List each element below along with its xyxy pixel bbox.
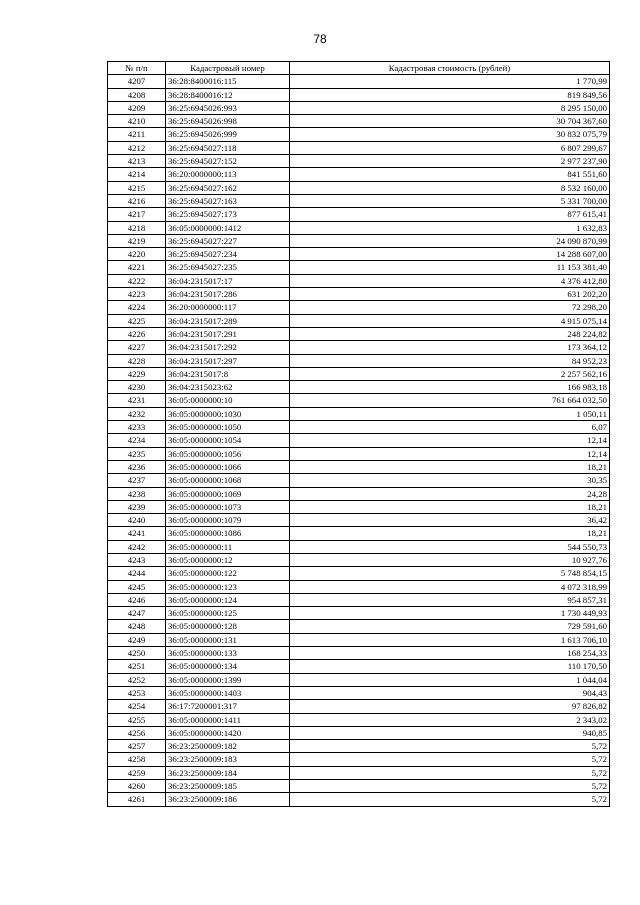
cadastral-number-cell: 36:05:0000000:123 (166, 580, 290, 593)
row-number-cell: 4229 (108, 367, 166, 380)
table-row (108, 367, 610, 380)
table-row (108, 314, 610, 327)
cadastral-number-cell: 36:25:6945027:227 (166, 234, 290, 247)
cadastral-value-cell: 1 050,11 (290, 407, 610, 420)
cadastral-number-cell: 36:05:0000000:1079 (166, 514, 290, 527)
row-number-cell: 4213 (108, 155, 166, 168)
table-row (108, 607, 610, 620)
table-row (108, 434, 610, 447)
row-number-cell: 4256 (108, 726, 166, 739)
cadastral-number-cell: 36:25:6945027:162 (166, 181, 290, 194)
cadastral-value-cell: 6 807 299,67 (290, 141, 610, 154)
cadastral-number-cell: 36:05:0000000:124 (166, 593, 290, 606)
table-row (108, 101, 610, 114)
row-number-cell: 4245 (108, 580, 166, 593)
cadastral-value-cell: 819 849,56 (290, 88, 610, 101)
row-number-cell: 4219 (108, 234, 166, 247)
row-number-cell: 4257 (108, 740, 166, 753)
row-number-cell: 4237 (108, 474, 166, 487)
table-row (108, 567, 610, 580)
cadastral-value-cell: 11 153 381,40 (290, 261, 610, 274)
row-number-cell: 4233 (108, 421, 166, 434)
cadastral-number-cell: 36:05:0000000:1030 (166, 407, 290, 420)
cadastral-value-cell: 631 202,20 (290, 288, 610, 301)
cadastral-value-cell: 30 832 075,79 (290, 128, 610, 141)
table-row (108, 181, 610, 194)
table-row (108, 487, 610, 500)
table-row (108, 221, 610, 234)
cadastral-number-cell: 36:23:2500009:186 (166, 793, 290, 806)
cadastral-number-cell: 36:05:0000000:1420 (166, 726, 290, 739)
table-row (108, 660, 610, 673)
cadastral-value-cell: 2 343,02 (290, 713, 610, 726)
cadastral-number-cell: 36:05:0000000:131 (166, 633, 290, 646)
table-row (108, 713, 610, 726)
cadastral-value-cell: 72 298,20 (290, 301, 610, 314)
row-number-cell: 4244 (108, 567, 166, 580)
cadastral-value-cell: 544 550,73 (290, 540, 610, 553)
cadastral-number-cell: 36:25:6945026:999 (166, 128, 290, 141)
cadastral-value-cell: 877 615,41 (290, 208, 610, 221)
cadastral-value-cell: 841 551,60 (290, 168, 610, 181)
row-number-cell: 4221 (108, 261, 166, 274)
cadastral-value-cell: 12,14 (290, 434, 610, 447)
cadastral-number-cell: 36:05:0000000:1411 (166, 713, 290, 726)
table-row (108, 301, 610, 314)
row-number-cell: 4253 (108, 686, 166, 699)
cadastral-number-cell: 36:05:0000000:11 (166, 540, 290, 553)
table-row (108, 460, 610, 473)
cadastral-number-cell: 36:05:0000000:1066 (166, 460, 290, 473)
cadastral-value-cell: 248 224,82 (290, 327, 610, 340)
table-row (108, 341, 610, 354)
cadastral-number-cell: 36:05:0000000:1069 (166, 487, 290, 500)
table-header (108, 62, 610, 75)
table-row (108, 780, 610, 793)
cadastral-number-cell: 36:25:6945027:235 (166, 261, 290, 274)
table-row (108, 766, 610, 779)
row-number-cell: 4251 (108, 660, 166, 673)
cadastral-value-cell: 2 257 562,16 (290, 367, 610, 380)
row-number-cell: 4248 (108, 620, 166, 633)
table-row (108, 633, 610, 646)
row-number-cell: 4239 (108, 500, 166, 513)
row-number-cell: 4215 (108, 181, 166, 194)
cadastral-value-cell: 729 591,60 (290, 620, 610, 633)
cadastral-number-cell: 36:05:0000000:10 (166, 394, 290, 407)
cadastral-number-cell: 36:05:0000000:1086 (166, 527, 290, 540)
cadastral-value-cell: 173 364,12 (290, 341, 610, 354)
row-number-cell: 4212 (108, 141, 166, 154)
cadastral-value-cell: 5,72 (290, 766, 610, 779)
cadastral-number-cell: 36:05:0000000:125 (166, 607, 290, 620)
cadastral-number-cell: 36:04:2315017:286 (166, 288, 290, 301)
cadastral-number-cell: 36:17:7200001:317 (166, 700, 290, 713)
cadastral-value-cell: 18,21 (290, 527, 610, 540)
cadastral-number-cell: 36:28:8400016:12 (166, 88, 290, 101)
cadastral-number-cell: 36:23:2500009:184 (166, 766, 290, 779)
cadastral-value-cell: 1 730 449,93 (290, 607, 610, 620)
cadastral-number-cell: 36:25:6945027:152 (166, 155, 290, 168)
cadastral-number-cell: 36:04:2315017:289 (166, 314, 290, 327)
row-number-cell: 4216 (108, 194, 166, 207)
cadastral-value-cell: 8 295 150,00 (290, 101, 610, 114)
cadastral-value-cell: 18,21 (290, 500, 610, 513)
cadastral-number-cell: 36:05:0000000:1050 (166, 421, 290, 434)
cadastral-value-cell: 36,42 (290, 514, 610, 527)
row-number-cell: 4214 (108, 168, 166, 181)
row-number-cell: 4218 (108, 221, 166, 234)
cadastral-number-cell: 36:05:0000000:1068 (166, 474, 290, 487)
row-number-cell: 4238 (108, 487, 166, 500)
row-number-cell: 4261 (108, 793, 166, 806)
table-row (108, 88, 610, 101)
row-number-cell: 4228 (108, 354, 166, 367)
table-row (108, 740, 610, 753)
cadastral-value-cell: 761 664 032,50 (290, 394, 610, 407)
table-row (108, 394, 610, 407)
cadastral-number-cell: 36:20:0000000:113 (166, 168, 290, 181)
table-row (108, 261, 610, 274)
table-row (108, 194, 610, 207)
cadastral-value-cell: 97 826,82 (290, 700, 610, 713)
cadastral-number-cell: 36:05:0000000:1412 (166, 221, 290, 234)
cadastral-number-cell: 36:23:2500009:182 (166, 740, 290, 753)
cadastral-value-cell: 5,72 (290, 753, 610, 766)
cadastral-value-cell: 30 704 367,60 (290, 115, 610, 128)
row-number-cell: 4255 (108, 713, 166, 726)
cadastral-value-cell: 24,28 (290, 487, 610, 500)
row-number-cell: 4250 (108, 647, 166, 660)
header-row (108, 62, 610, 75)
table-row (108, 753, 610, 766)
cadastral-value-cell: 5,72 (290, 740, 610, 753)
cadastral-number-cell: 36:05:0000000:1399 (166, 673, 290, 686)
row-number-cell: 4252 (108, 673, 166, 686)
table-row (108, 793, 610, 806)
cadastral-number-cell: 36:25:6945026:998 (166, 115, 290, 128)
cadastral-number-cell: 36:04:2315017:297 (166, 354, 290, 367)
row-number-cell: 4258 (108, 753, 166, 766)
cadastral-table-container (107, 61, 609, 807)
cadastral-table (107, 61, 610, 807)
table-row (108, 75, 610, 88)
table-row (108, 274, 610, 287)
cadastral-number-cell: 36:05:0000000:1073 (166, 500, 290, 513)
cadastral-number-cell: 36:25:6945027:118 (166, 141, 290, 154)
row-number-cell: 4231 (108, 394, 166, 407)
row-number-cell: 4207 (108, 75, 166, 88)
table-row (108, 700, 610, 713)
row-number-cell: 4234 (108, 434, 166, 447)
table-row (108, 500, 610, 513)
cadastral-value-cell: 5 331 700,00 (290, 194, 610, 207)
table-row (108, 514, 610, 527)
cadastral-number-cell: 36:28:8400016:115 (166, 75, 290, 88)
cadastral-value-cell: 24 090 870,99 (290, 234, 610, 247)
cadastral-value-cell: 2 977 237,90 (290, 155, 610, 168)
table-row (108, 155, 610, 168)
cadastral-number-cell: 36:20:0000000:117 (166, 301, 290, 314)
cadastral-number-cell: 36:04:2315017:292 (166, 341, 290, 354)
row-number-cell: 4249 (108, 633, 166, 646)
table-row (108, 726, 610, 739)
row-number-cell: 4225 (108, 314, 166, 327)
cadastral-value-cell: 5 748 854,15 (290, 567, 610, 580)
cadastral-number-cell: 36:04:2315017:8 (166, 367, 290, 380)
table-row (108, 421, 610, 434)
table-row (108, 686, 610, 699)
cadastral-value-cell: 166 983,18 (290, 381, 610, 394)
table-row (108, 593, 610, 606)
table-row (108, 115, 610, 128)
table-row (108, 647, 610, 660)
cadastral-number-cell: 36:25:6945027:234 (166, 248, 290, 261)
cadastral-value-cell: 1 632,83 (290, 221, 610, 234)
table-row (108, 407, 610, 420)
row-number-cell: 4220 (108, 248, 166, 261)
cadastral-number-cell: 36:05:0000000:1403 (166, 686, 290, 699)
table-row (108, 580, 610, 593)
row-number-cell: 4223 (108, 288, 166, 301)
row-number-cell: 4246 (108, 593, 166, 606)
table-row (108, 474, 610, 487)
table-row (108, 381, 610, 394)
row-number-cell: 4241 (108, 527, 166, 540)
cadastral-number-cell: 36:04:2315017:17 (166, 274, 290, 287)
cadastral-value-cell: 904,43 (290, 686, 610, 699)
row-number-cell: 4208 (108, 88, 166, 101)
cadastral-number-cell: 36:05:0000000:128 (166, 620, 290, 633)
table-row (108, 553, 610, 566)
cadastral-value-cell: 168 254,33 (290, 647, 610, 660)
row-number-cell: 4236 (108, 460, 166, 473)
table-row (108, 447, 610, 460)
cadastral-value-cell: 110 170,50 (290, 660, 610, 673)
table-row (108, 527, 610, 540)
row-number-cell: 4210 (108, 115, 166, 128)
table-row (108, 208, 610, 221)
row-number-cell: 4242 (108, 540, 166, 553)
row-number-cell: 4227 (108, 341, 166, 354)
cadastral-number-cell: 36:25:6945027:173 (166, 208, 290, 221)
table-row (108, 128, 610, 141)
header-cadastral-value: Кадастровая стоимость (рублей) (290, 62, 610, 75)
cadastral-value-cell: 954 857,31 (290, 593, 610, 606)
table-row (108, 234, 610, 247)
cadastral-value-cell: 18,21 (290, 460, 610, 473)
row-number-cell: 4211 (108, 128, 166, 141)
row-number-cell: 4222 (108, 274, 166, 287)
table-row (108, 327, 610, 340)
table-row (108, 288, 610, 301)
row-number-cell: 4224 (108, 301, 166, 314)
cadastral-value-cell: 5,72 (290, 780, 610, 793)
row-number-cell: 4226 (108, 327, 166, 340)
cadastral-value-cell: 84 952,23 (290, 354, 610, 367)
cadastral-number-cell: 36:05:0000000:1054 (166, 434, 290, 447)
row-number-cell: 4259 (108, 766, 166, 779)
cadastral-value-cell: 940,85 (290, 726, 610, 739)
cadastral-number-cell: 36:05:0000000:134 (166, 660, 290, 673)
cadastral-value-cell: 4 376 412,80 (290, 274, 610, 287)
cadastral-value-cell: 8 532 160,00 (290, 181, 610, 194)
cadastral-value-cell: 4 915 075,14 (290, 314, 610, 327)
row-number-cell: 4217 (108, 208, 166, 221)
cadastral-number-cell: 36:05:0000000:122 (166, 567, 290, 580)
table-row (108, 354, 610, 367)
cadastral-number-cell: 36:04:2315017:291 (166, 327, 290, 340)
cadastral-value-cell: 1 613 706,10 (290, 633, 610, 646)
cadastral-value-cell: 10 927,76 (290, 553, 610, 566)
header-row-number: № п/п (108, 62, 166, 75)
cadastral-value-cell: 4 072 318,99 (290, 580, 610, 593)
row-number-cell: 4247 (108, 607, 166, 620)
cadastral-number-cell: 36:05:0000000:1056 (166, 447, 290, 460)
header-cadastral-number: Кадастровый номер (166, 62, 290, 75)
cadastral-value-cell: 1 770,99 (290, 75, 610, 88)
table-row (108, 141, 610, 154)
table-row (108, 168, 610, 181)
row-number-cell: 4235 (108, 447, 166, 460)
table-row (108, 620, 610, 633)
row-number-cell: 4254 (108, 700, 166, 713)
table-row (108, 673, 610, 686)
cadastral-number-cell: 36:25:6945027:163 (166, 194, 290, 207)
row-number-cell: 4209 (108, 101, 166, 114)
row-number-cell: 4240 (108, 514, 166, 527)
table-row (108, 540, 610, 553)
row-number-cell: 4230 (108, 381, 166, 394)
cadastral-number-cell: 36:25:6945026:993 (166, 101, 290, 114)
row-number-cell: 4260 (108, 780, 166, 793)
cadastral-value-cell: 30,35 (290, 474, 610, 487)
page-number: 78 (313, 32, 327, 46)
cadastral-value-cell: 1 044,04 (290, 673, 610, 686)
cadastral-number-cell: 36:05:0000000:12 (166, 553, 290, 566)
cadastral-number-cell: 36:05:0000000:133 (166, 647, 290, 660)
cadastral-value-cell: 5,72 (290, 793, 610, 806)
cadastral-number-cell: 36:23:2500009:185 (166, 780, 290, 793)
cadastral-number-cell: 36:04:2315023:62 (166, 381, 290, 394)
table-body (108, 75, 610, 806)
row-number-cell: 4232 (108, 407, 166, 420)
cadastral-value-cell: 6,07 (290, 421, 610, 434)
cadastral-value-cell: 12,14 (290, 447, 610, 460)
cadastral-value-cell: 14 288 607,00 (290, 248, 610, 261)
row-number-cell: 4243 (108, 553, 166, 566)
table-row (108, 248, 610, 261)
cadastral-number-cell: 36:23:2500009:183 (166, 753, 290, 766)
